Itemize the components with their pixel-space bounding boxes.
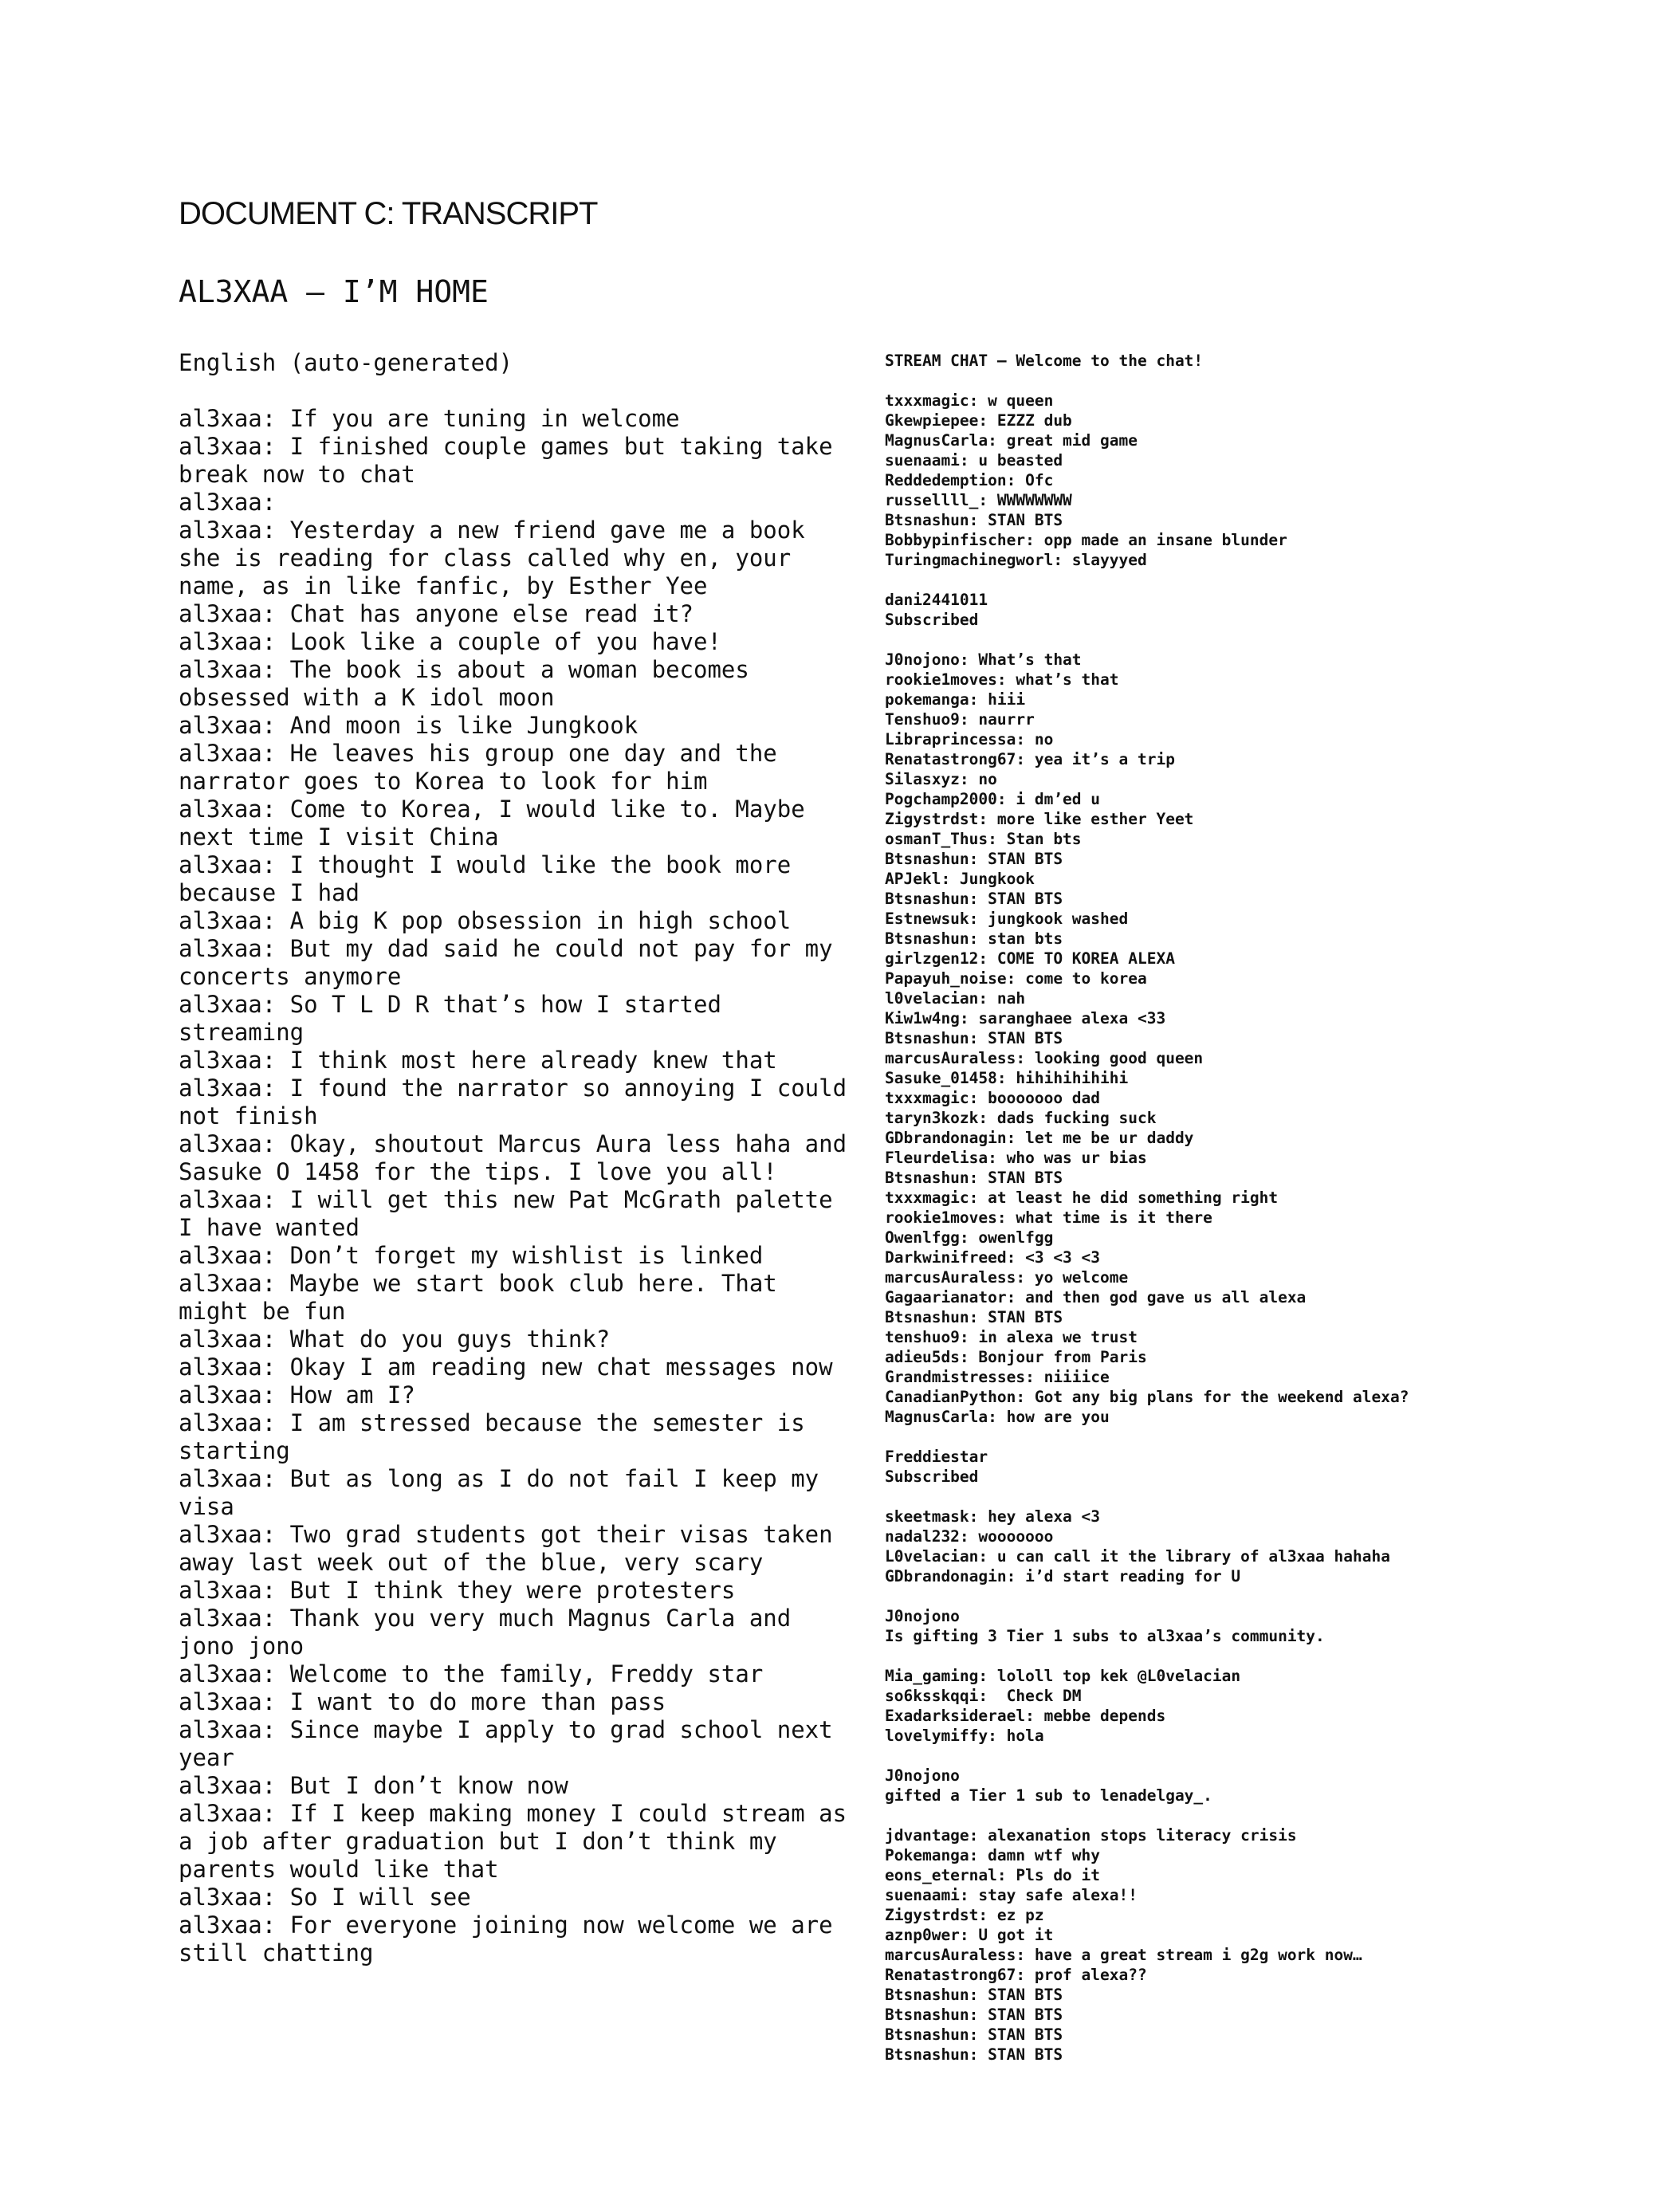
chat-message: Is gifting 3 Tier 1 subs to al3xaa’s community. <box>885 1627 1325 1645</box>
chat-message: lovelymiffy: hola <box>885 1727 1044 1745</box>
transcript-line: al3xaa: Since maybe I apply to grad school next year <box>179 1716 847 1771</box>
chat-block <box>885 391 1602 570</box>
transcript-line: al3xaa: The book is about a woman becomes obsessed with a K idol moon <box>179 656 764 711</box>
chat-message: marcusAuraless: looking good queen <box>885 1049 1204 1067</box>
transcript-line: al3xaa: So T L D R that’s how I started streaming <box>179 991 736 1046</box>
chat-message: MagnusCarla: great mid game <box>885 431 1138 450</box>
transcript-line: al3xaa: I want to do more than pass <box>179 1688 666 1715</box>
chat-message: txxxmagic: at least he did something right <box>885 1189 1279 1207</box>
transcript-line: al3xaa: Yesterday a new friend gave me a book she is reading for class called why en, your name, as in like fanfic, by Esther Yee <box>179 517 819 599</box>
chat-message: marcusAuraless: yo welcome <box>885 1268 1129 1287</box>
transcript-line: al3xaa: What do you guys think? <box>179 1326 611 1353</box>
chat-message: osmanT_Thus: Stan bts <box>885 830 1082 848</box>
chat-message: rookie1moves: what’s that <box>885 670 1119 689</box>
chat-message: Tenshuo9: naurrr <box>885 710 1035 729</box>
chat-message: Freddiestar <box>885 1448 988 1466</box>
transcript-line: al3xaa: He leaves his group one day and the narrator goes to Korea to look for him <box>179 740 792 795</box>
chat-message: Subscribed <box>885 1467 979 1486</box>
transcript-line: al3xaa: I thought I would like the book more because I had <box>179 851 805 906</box>
transcript-line: al3xaa: A big K pop obsession in high school <box>179 907 792 934</box>
document-title: DOCUMENT C: TRANSCRIPT <box>179 196 598 231</box>
transcript-line: al3xaa: I am stressed because the semester is starting <box>179 1409 819 1464</box>
transcript-line: al3xaa: So I will see <box>179 1884 471 1911</box>
stream-chat-column <box>885 351 1602 2084</box>
chat-message: Btsnashun: STAN BTS <box>885 2025 1063 2044</box>
chat-message: russellll_: WWWWWWWW <box>885 491 1072 509</box>
chat-message: Silasxyz: no <box>885 770 997 788</box>
chat-message: Btsnashun: STAN BTS <box>885 2006 1063 2024</box>
chat-message: Grandmistresses: niiiice <box>885 1368 1110 1386</box>
chat-message: txxxmagic: w queen <box>885 391 1054 410</box>
transcript-line: al3xaa: Chat has anyone else read it? <box>179 600 694 627</box>
chat-message: Btsnashun: stan bts <box>885 929 1063 948</box>
chat-message: J0nojono <box>885 1607 960 1625</box>
chat-message: MagnusCarla: how are you <box>885 1408 1110 1426</box>
chat-message: Zigystrdst: ez pz <box>885 1906 1044 1924</box>
chat-message: Pogchamp2000: i dm’ed u <box>885 790 1101 808</box>
chat-message: Kiw1w4ng: saranghaee alexa <33 <box>885 1009 1166 1027</box>
chat-message: Btsnashun: STAN BTS <box>885 890 1063 908</box>
chat-block <box>885 1825 1602 2065</box>
chat-message: Renatastrong67: yea it’s a trip <box>885 750 1175 768</box>
chat-message: rookie1moves: what time is it there <box>885 1208 1212 1227</box>
chat-message: Fleurdelisa: who was ur bias <box>885 1149 1147 1167</box>
chat-block <box>885 1507 1602 1586</box>
chat-message: Gagaarianator: and then god gave us all alexa <box>885 1288 1307 1306</box>
transcript-line: al3xaa: But I think they were protesters <box>179 1577 736 1604</box>
chat-block <box>885 650 1602 1427</box>
transcript-line: al3xaa: But I don’t know now <box>179 1772 568 1799</box>
transcript-line: al3xaa: I will get this new Pat McGrath palette I have wanted <box>179 1186 847 1241</box>
transcript-line: al3xaa: I finished couple games but taking take break now to chat <box>179 433 847 488</box>
chat-message: Renatastrong67: prof alexa?? <box>885 1966 1147 1984</box>
transcript-line: al3xaa: Okay, shoutout Marcus Aura less haha and Sasuke O 1458 for the tips. I love you all! <box>179 1130 861 1185</box>
chat-message: Exadarksiderael: mebbe depends <box>885 1707 1166 1725</box>
chat-message: L0velacian: u can call it the library of al3xaa hahaha <box>885 1547 1390 1566</box>
transcript-language: English (auto-generated) <box>179 349 513 376</box>
chat-message: Btsnashun: STAN BTS <box>885 1029 1063 1047</box>
transcript-line: al3xaa: I think most here already knew that <box>179 1047 777 1074</box>
chat-message: J0nojono <box>885 1766 960 1785</box>
chat-message: Bobbypinfischer: opp made an insane blunder <box>885 531 1287 549</box>
chat-message: Btsnashun: STAN BTS <box>885 1308 1063 1326</box>
chat-message: txxxmagic: booooooo dad <box>885 1089 1101 1107</box>
chat-message: taryn3kozk: dads fucking suck <box>885 1109 1157 1127</box>
chat-message: Zigystrdst: more like esther Yeet <box>885 810 1194 828</box>
chat-message: girlzgen12: COME TO KOREA ALEXA <box>885 949 1175 968</box>
chat-message: APJekl: Jungkook <box>885 870 1035 888</box>
transcript-line: al3xaa: How am I? <box>179 1381 415 1409</box>
chat-message: marcusAuraless: have a great stream i g2g work now… <box>885 1946 1362 1964</box>
chat-message: l0velacian: nah <box>885 989 1026 1008</box>
chat-message: Btsnashun: STAN BTS <box>885 1169 1063 1187</box>
transcript-line: al3xaa: And moon is like Jungkook <box>179 712 639 739</box>
chat-message: dani2441011 <box>885 591 988 609</box>
chat-message: jdvantage: alexanation stops literacy crisis <box>885 1826 1297 1845</box>
transcript-line: al3xaa: Two grad students got their visas taken away last week out of the blue, very scary <box>179 1521 847 1576</box>
chat-message: Pokemanga: damn wtf why <box>885 1846 1101 1864</box>
chat-message: Btsnashun: STAN BTS <box>885 511 1063 529</box>
chat-message: GDbrandonagin: i’d start reading for U <box>885 1567 1241 1585</box>
chat-message: eons_eternal: Pls do it <box>885 1866 1101 1884</box>
chat-message: Darkwinifreed: <3 <3 <3 <box>885 1248 1101 1267</box>
transcript-line: al3xaa: Thank you very much Magnus Carla and jono jono <box>179 1605 805 1660</box>
chat-message: Btsnashun: STAN BTS <box>885 850 1063 868</box>
stream-title: AL3XAA — I’M HOME <box>179 274 489 309</box>
chat-message: skeetmask: hey alexa <3 <box>885 1507 1101 1526</box>
chat-message: Mia_gaming: lololl top kek @L0velacian <box>885 1667 1241 1685</box>
chat-message: Btsnashun: STAN BTS <box>885 2045 1063 2064</box>
chat-message: Libraprincessa: no <box>885 730 1054 748</box>
transcript-line: al3xaa: I found the narrator so annoying I could not finish <box>179 1075 861 1130</box>
chat-header: STREAM CHAT — Welcome to the chat! <box>885 352 1204 370</box>
chat-message: nadal232: wooooooo <box>885 1527 1054 1546</box>
chat-message: gifted a Tier 1 sub to lenadelgay_. <box>885 1786 1212 1805</box>
transcript-line: al3xaa: Don’t forget my wishlist is linked <box>179 1242 764 1269</box>
chat-message: CanadianPython: Got any big plans for the weekend alexa? <box>885 1388 1409 1406</box>
chat-block <box>885 590 1602 630</box>
chat-message: Gkewpiepee: EZZZ dub <box>885 411 1072 430</box>
transcript-line: al3xaa: For everyone joining now welcome we are still chatting <box>179 1911 847 1966</box>
transcript-line: al3xaa: But my dad said he could not pay for my concerts anymore <box>179 935 847 990</box>
chat-block <box>885 1606 1602 1646</box>
transcript-line: al3xaa: Maybe we start book club here. That might be fun <box>179 1270 792 1325</box>
chat-message: Subscribed <box>885 611 979 629</box>
chat-message: tenshuo9: in alexa we trust <box>885 1328 1138 1346</box>
chat-message: GDbrandonagin: let me be ur daddy <box>885 1129 1194 1147</box>
transcript-lines <box>179 405 861 1967</box>
chat-message: so6ksskqqi: Check DM <box>885 1687 1082 1705</box>
chat-blocks <box>885 391 1602 2065</box>
chat-message: Owenlfgg: owenlfgg <box>885 1228 1054 1247</box>
transcript-line: al3xaa: Look like a couple of you have! <box>179 628 721 655</box>
chat-message: Btsnashun: STAN BTS <box>885 1986 1063 2004</box>
transcript-column <box>179 349 861 1967</box>
chat-message: Turingmachinegworl: slayyyed <box>885 551 1147 569</box>
transcript-line: al3xaa: <box>179 489 277 516</box>
chat-message: pokemanga: hiii <box>885 690 1026 709</box>
chat-message: aznp0wer: U got it <box>885 1926 1054 1944</box>
chat-message: suenaami: u beasted <box>885 451 1063 470</box>
transcript-line: al3xaa: If you are tuning in welcome <box>179 405 680 432</box>
chat-block <box>885 1766 1602 1805</box>
chat-message: J0nojono: What’s that <box>885 650 1082 669</box>
transcript-line: al3xaa: Okay I am reading new chat messages now <box>179 1354 833 1381</box>
transcript-line: al3xaa: Welcome to the family, Freddy star <box>179 1660 764 1687</box>
chat-message: Reddedemption: Ofc <box>885 471 1054 489</box>
chat-message: Estnewsuk: jungkook washed <box>885 910 1129 928</box>
transcript-line: al3xaa: But as long as I do not fail I keep my visa <box>179 1465 833 1520</box>
chat-message: suenaami: stay safe alexa!! <box>885 1886 1138 1904</box>
chat-block <box>885 1447 1602 1487</box>
transcript-line: al3xaa: Come to Korea, I would like to. Maybe next time I visit China <box>179 796 819 851</box>
chat-message: adieu5ds: Bonjour from Paris <box>885 1348 1147 1366</box>
chat-block <box>885 1666 1602 1746</box>
transcript-line: al3xaa: If I keep making money I could stream as a job after graduation but I don’t think my parents would like that <box>179 1800 861 1883</box>
chat-message: Sasuke_01458: hihihihihihi <box>885 1069 1129 1087</box>
chat-message: Papayuh_noise: come to korea <box>885 969 1147 988</box>
